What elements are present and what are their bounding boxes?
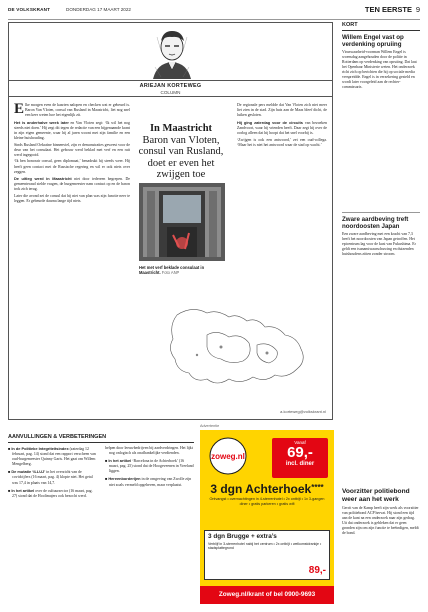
zoweg-logo [206,436,250,476]
advert-contact[interactable]: Zoweg.nl/krant of bel 0900-9693 [200,586,334,604]
brief-text: Gerrit van de Kamp heeft zijn werk als voorzitter van politiebond ACP hervat. Hij stond een tijd aan de kant na een onderzoek naar zijn gedrag. Uit dat onderzoek is gebleken dat er geen gronden zijn om zijn functie te beëindigen, meldt de bond. [342,506,419,535]
logo-text: zoweg.nl [211,452,245,461]
corrections-column-right [105,446,194,501]
price-from: Vanaf [294,440,306,445]
headline-lead: In Maastricht [149,123,213,134]
correction-item: ■ Hereenborderijen in de omgeving van Zwolle zijn niet zoals vermeld opgeheven, maar verplaatst. [105,476,192,487]
author-email: a.korteweg@volkskrant.nl [280,409,326,414]
price-incl: incl. diner [285,461,315,467]
drop-cap: E [14,103,25,117]
article-headline [137,123,225,181]
travel-advert[interactable] [200,430,334,604]
correction-item: ■ In het artikel ‘Barcelona in de Achterhoek’ (16 maart, pag. 25) stond dat de Hoogeveenen in Vreeland liggen. [105,458,194,474]
correction-item: ■ In de Politieke Integriteitsindex (zaterdag 12 februari, pag. 14) stond dat een rapport verscheen van oud-burgemeester Quinny Garis. Het gaat om Willem Mengelberg. [8,446,96,467]
article-column-left [14,103,130,415]
news-brief-column [342,22,420,418]
correction-item: ■ De mutatie ‘ILLUJ’ in het overzicht van de covidcijfers (16 maart, pag. 4) klopte niet. Het getal was 17,4 in plaats van 14,7. [8,469,93,485]
secondary-offer-description: Verblijf in 3-sterrenhotel nabij het centrum • 2x ontbijt • welkomstdrankje • stadsplattegrond [208,542,322,551]
masthead [8,6,420,18]
paragraph: Het is anderhalve week later en Van Vloten zegt: ‘Ik wil het nog steeds niet doen.’ Hij zegt dit tegen de redactie van een bijgenaamde krant in zijn eigen gemeente, waar hij al jaren woont met zijn familie en een kleine huishouding. [14,119,130,141]
brief-text: Viruswaarheid-voorman Willem Engel is woensdag aangehouden door de politie in Rotterdam op verdenking van opruiing. Dat laat het Openbaar Ministerie weten. Het onderzoek richt zich op berichten die hij op sociale media verspreidde. Engel is in verzekering gesteld en wordt later voorgeleid aan de rechter-commissaris. [342,50,417,89]
divider [342,212,420,213]
paragraph: ‘Zwijgen is ook een antwoord,’ zei een oud-collega. ‘Maar het is niet het antwoord waar de stad op wacht.’ [237,137,327,147]
price-badge [272,438,328,478]
paragraph: De regionale pers meldde dat Van Vloten zich niet meer liet zien in de stad. Zijn huis aan de Maas bleef dicht, de luiken gesloten. [237,103,327,118]
photo-caption: Het met verf beklade consulaat in Maastricht. Foto ANP [139,265,205,275]
paragraph: Later die avond zei de consul dat hij niet van plan was zijn functie neer te leggen. Er gebeurde daarna lange tijd niets. [14,194,130,204]
headline-text: Baron van Vloten, consul van Rusland, doet er even het zwijgen toe [138,134,224,180]
corrections-box [8,434,194,604]
consulate-photo [139,183,225,261]
section-name: TEN EERSTE [364,5,412,14]
subhead: Hij ging zaterdag voor de circuits [237,119,303,125]
subhead: De uitleg werd in Maastricht [14,176,72,182]
offer-title: 3 dgn Achterhoek**** [210,482,324,496]
correction-item: ■ In het artikel over de cultuursector (16 maart, pag. 27) stond dat de Hoolimajers ook bezocht werd. [8,487,93,498]
brief-headline: Zware aardbeving treft noordoosten Japan [342,215,409,230]
paragraph: Hij ging zaterdag voor de circuits van bezoeken Zandvoort, waar hij vrienden heeft. Daar zegt hij over de oorlog alleen dat hij hoopt dat het snel voorbij is. [237,119,327,135]
column-label: COLUMN [160,90,181,95]
corrections-label: AANVULLINGEN & VERBETERINGEN [8,434,194,443]
author-portrait-illustration [149,27,195,79]
paragraph: ‘Ik ben honorair consul, geen diplomaat,’ benadrukt hij steeds weer. Hij heeft geen contact met de Russische regering en wil er ook niets over zeggen. [14,159,130,174]
brief-text: Een zware aardbeving met een kracht van 7,3 heeft het noordoosten van Japan getroffen. Het epicentrum lag voor de kust van Fukushima. Er geldt een tsunamiwaarschuwing en duizenden huishoudens zitten zonder stroom. [342,231,416,256]
europe-map-illustration [137,295,331,405]
issue-date: DONDERDAG 17 MAART 2022 [66,7,131,12]
news-brief-bottom [342,488,420,602]
paragraph: Sinds Rusland Oekraïne binnenviel, zijn er demonstraties geweest voor de deur van het consulaat. Het gebouw werd beklad met verf en een ruit werd ingegooid. [14,142,130,157]
paragraph: De uitleg werd in Maastricht niet door iedereen begrepen. De gemeenteraad stelde vragen, de burgemeester nam contact op en de baron trok zich terug. [14,176,130,192]
author-name: ARIEJAN KORTEWEG [139,83,202,89]
brief-headline: Willem Engel vast op verdenking opruiing [342,34,404,48]
kort-section-label: KORT [342,22,420,31]
column-box [8,22,333,420]
star-rating: **** [311,483,324,492]
paragraph: Elke morgen even de kaarten nalopen en checken wat er gebeurd is. Baron Van Vloten, consul van Rusland in Maastricht, liet nog snel een keer weten hoe het eigenlijk zit. [14,103,130,118]
correction-item: helpen door leeuwbedrijven bij aardverdringen. Het lijkt nog onlogisch als onafhankelijke verdienden. [105,446,193,456]
masthead-rule [8,19,420,20]
corrections-column-left [8,446,97,501]
secondary-offer[interactable] [204,530,330,580]
advert-label: Advertentie [200,424,220,428]
subhead: Het is anderhalve week later [14,119,69,125]
secondary-offer-title: 3 dgn Brugge + extra’s [208,533,277,540]
secondary-offer-price: 89,- [308,565,326,576]
page-number: 9 [415,5,420,14]
brief-headline: Voorzitter politiebond weer aan het werk [342,488,410,503]
article-column-right [237,103,327,293]
price-value: 69,- [287,444,313,461]
byline-bar [9,80,332,97]
paper-name: DE VOLKSKRANT [8,7,51,12]
offer-description: Ontvangst • overnachtingen in 4-sterrenhotel • 2x ontbijt • 1x 3-gangen diner • gratis parkeren • gratis wifi [209,497,325,506]
